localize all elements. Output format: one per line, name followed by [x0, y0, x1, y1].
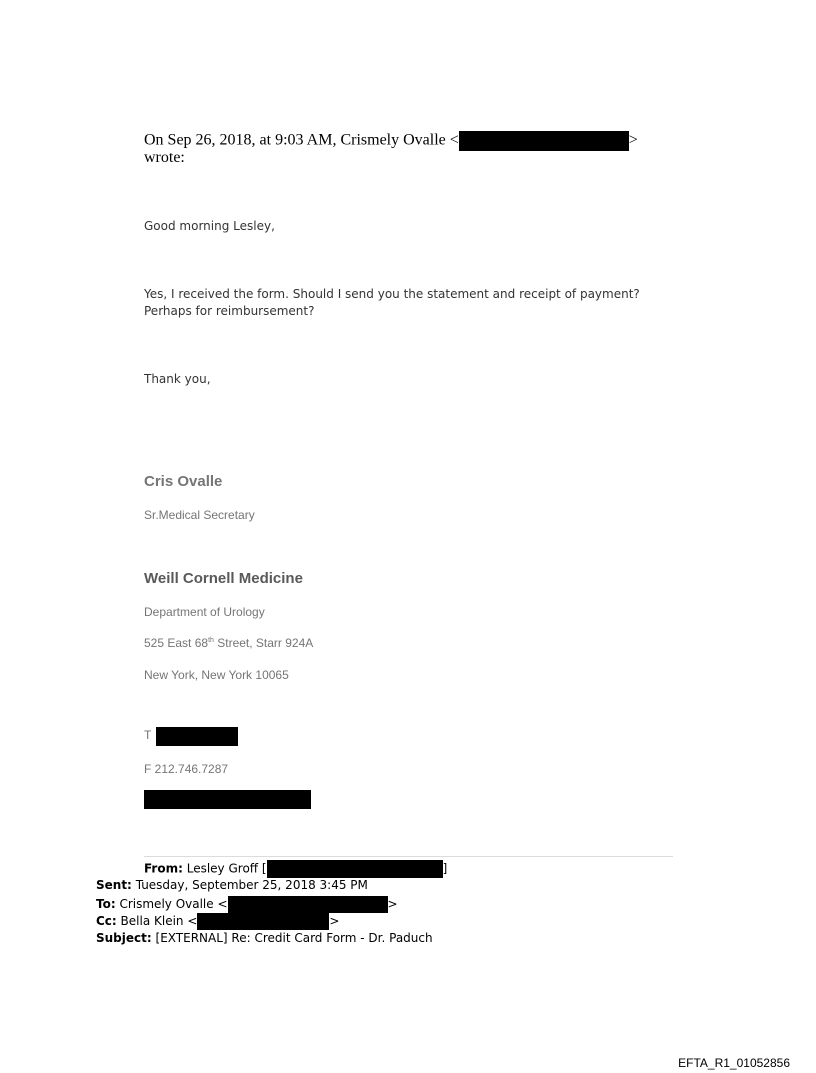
address-number: 525 East 68 [144, 636, 209, 650]
quote-wrote: wrote: [144, 149, 185, 166]
signature-city: New York, New York 10065 [144, 668, 289, 682]
from-label: From: [144, 861, 183, 876]
quote-attribution [144, 131, 638, 151]
signature-dept: Department of Urology [144, 605, 265, 619]
sent-label: Sent: [96, 878, 132, 892]
sent-line [96, 878, 368, 892]
message-line-1: Yes, I received the form. Should I send you the statement and receipt of payment? [144, 287, 640, 301]
document-id: EFTA_R1_01052856 [678, 1056, 790, 1070]
subject-label: Subject: [96, 931, 152, 945]
quote-attribution-prefix: On Sep 26, 2018, at 9:03 AM, Crismely Ovalle < [144, 131, 459, 149]
redacted-cc-email [197, 913, 329, 930]
header-separator [144, 856, 673, 857]
signature-title: Sr.Medical Secretary [144, 508, 255, 522]
message-line-2: Perhaps for reimbursement? [144, 304, 315, 318]
phone-label: T [144, 728, 152, 742]
subject-value: [EXTERNAL] Re: Credit Card Form - Dr. Paduch [155, 931, 433, 945]
greeting: Good morning Lesley, [144, 219, 275, 233]
signature-phone [144, 728, 151, 742]
subject-line [96, 931, 433, 945]
to-suffix: > [387, 897, 398, 911]
cc-line [96, 913, 339, 930]
sent-value: Tuesday, September 25, 2018 3:45 PM [135, 878, 368, 892]
to-line [96, 896, 398, 913]
address-street: Street, Starr 924A [213, 636, 314, 650]
from-suffix: ] [442, 861, 448, 876]
redacted-email-signature [144, 790, 311, 809]
signature-fax: F 212.746.7287 [144, 762, 229, 776]
cc-suffix: > [329, 914, 340, 928]
from-value: Lesley Groff [ [186, 861, 267, 876]
redacted-email [459, 131, 629, 151]
redacted-phone [156, 727, 238, 746]
to-value: Crismely Ovalle < [119, 897, 228, 911]
closing: Thank you, [144, 372, 211, 386]
quote-attribution-suffix: > [628, 131, 638, 149]
address-ordinal: th [208, 637, 214, 644]
signature-org: Weill Cornell Medicine [144, 570, 303, 587]
signature-address [144, 636, 313, 650]
cc-value: Bella Klein < [120, 914, 198, 928]
redacted-to-email [228, 896, 388, 913]
cc-label: Cc: [96, 914, 117, 928]
redacted-from-email [267, 860, 443, 878]
signature-name: Cris Ovalle [144, 473, 223, 490]
from-line [144, 860, 447, 878]
to-label: To: [96, 897, 116, 911]
